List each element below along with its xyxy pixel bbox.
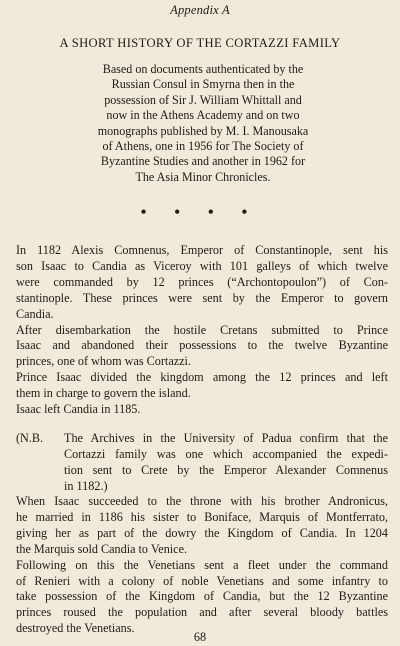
chapter-title: A SHORT HISTORY OF THE CORTAZZI FAMILY — [59, 36, 341, 50]
intro-line: monographs published by M. I. Manousaka — [97, 123, 309, 138]
body-line: the Marquis sold Candia to Venice. — [16, 541, 188, 556]
nb-line: tion sent to Crete by the Emperor Alexander Comnenus — [64, 462, 388, 477]
intro-line: Russian Consul in Smyrna then in the — [111, 77, 295, 92]
body-line: Following on this the Venetians sent a fleet under the command — [16, 557, 388, 572]
body-line: When Isaac succeeded to the throne with his brother Andronicus, — [16, 494, 388, 508]
nb-text — [64, 431, 388, 495]
intro-note — [58, 62, 348, 185]
body-line: them in charge to govern the island. — [16, 386, 191, 401]
nb-line: The Archives in the University of Padua confirm that the — [64, 431, 388, 445]
page-number: 68 — [193, 630, 207, 644]
body-line: After disembarkation the hostile Cretans submitted to Prince — [16, 322, 388, 337]
nb-label: (N.B. — [16, 431, 44, 445]
body-line: take possession of the Kingdom of Candia, but the 12 Byzantine — [16, 589, 388, 604]
body-line: were commanded by 12 princes (“Archontopoulon”) of Con- — [16, 274, 388, 289]
body-line: stantinople. These princes were sent by the Emperor to govern — [16, 290, 388, 305]
section-separator: • • • • — [140, 204, 260, 221]
body-line: princes roused the population and after several bloody battles — [16, 605, 388, 620]
body-line: princes, one of whom was Cortazzi. — [16, 354, 191, 369]
nb-line: in 1182.) — [64, 478, 108, 493]
body-line: giving her as part of the dowry the Kingdom of Candia. In 1204 — [16, 525, 388, 540]
body-line: Candia. — [16, 306, 54, 321]
body-line: son Isaac to Candia as Viceroy with 101 galleys of which twelve — [16, 258, 388, 273]
intro-line: The Asia Minor Chronicles. — [135, 169, 271, 184]
running-header: Appendix A — [170, 3, 230, 17]
body-line: he married in 1186 his sister to Boniface, Marquis of Montferrato, — [16, 509, 388, 524]
body-line: Prince Isaac divided the kingdom among the 12 princes and left — [16, 370, 388, 385]
intro-line: of Athens, one in 1956 for The Society of — [102, 139, 304, 154]
body-line: Isaac and abandoned their possessions to the twelve Byzantine — [16, 338, 388, 353]
intro-line: Byzantine Studies and another in 1962 for — [100, 154, 306, 169]
body-line: of Renieri with a colony of noble Venetians and some infantry to — [16, 573, 388, 588]
body-section-2 — [16, 494, 388, 637]
body-line: Isaac left Candia in 1185. — [16, 402, 141, 417]
body-section-1 — [16, 243, 388, 418]
intro-line: Based on documents authenticated by the — [102, 62, 304, 76]
body-line: In 1182 Alexis Comnenus, Emperor of Constantinople, sent his — [16, 243, 388, 257]
intro-line: now in the Athens Academy and on two — [106, 108, 300, 123]
nb-line: Cortazzi family was one which accompanied the expedi- — [64, 446, 388, 461]
intro-line: possession of Sir J. William Whittall and — [104, 92, 302, 107]
body-line: destroyed the Venetians. — [16, 621, 135, 636]
